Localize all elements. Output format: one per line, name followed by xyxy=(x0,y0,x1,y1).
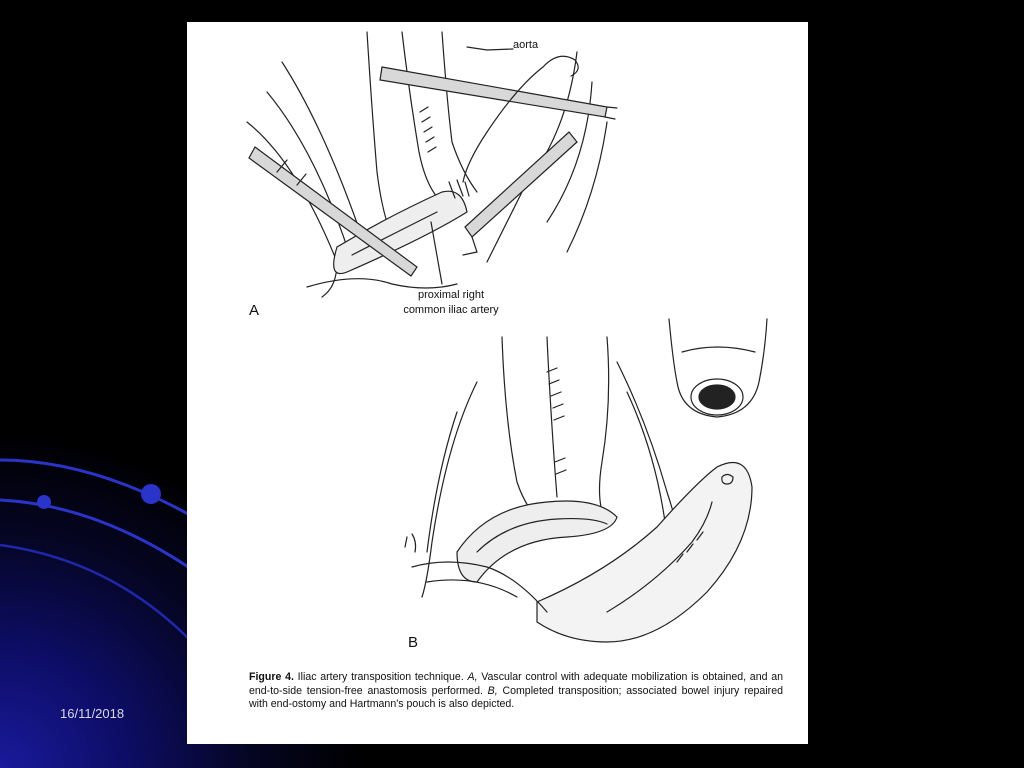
figure-panel xyxy=(187,22,808,744)
label-iliac-artery xyxy=(396,288,506,318)
caption-text-1: Iliac artery transposition technique. xyxy=(293,671,468,683)
caption-marker-a: A, xyxy=(467,671,478,683)
label-aorta: aorta xyxy=(513,39,539,51)
decor-dot xyxy=(141,484,161,504)
label-iliac-line2: common iliac artery xyxy=(403,304,499,316)
caption-title: Figure 4. xyxy=(249,671,294,683)
slide-date: 16/11/2018 xyxy=(60,706,125,721)
panel-b-drawing xyxy=(405,319,767,642)
surgical-illustration xyxy=(187,22,808,662)
caption-marker-b: B, xyxy=(487,684,498,697)
decor-dot xyxy=(37,495,51,509)
figure-caption xyxy=(249,671,783,712)
caption-text-2: Vascular control with adequate mobilization is obtained, and an end-to-side tension-free anastomosis performed. xyxy=(249,671,783,697)
panel-a-drawing xyxy=(247,32,617,297)
panel-a-label: A xyxy=(249,302,260,319)
caption-text-3: Completed transposition; associated bowel injury repaired with end-ostomy and Hartmann's pouch is also depicted. xyxy=(249,684,783,710)
label-iliac-line1: proximal right xyxy=(417,289,485,301)
panel-b-label: B xyxy=(408,634,419,651)
